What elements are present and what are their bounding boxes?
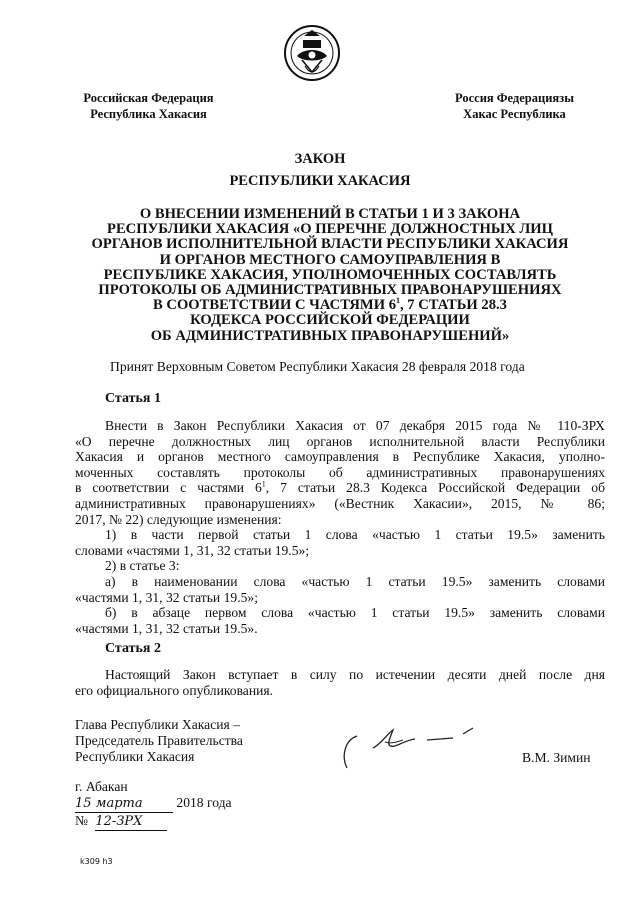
paragraph-line: его официального опубликования. (75, 682, 274, 698)
paragraph-text: в соответствии с частями 6 (75, 480, 262, 496)
paragraph-line: а) в наименовании слова «частью 1 статьи 19.5» заменить словами (105, 573, 605, 589)
header-right (442, 90, 587, 122)
paragraph-line: Хакасия и органов местного самоуправления в Республике Хакасия, уполно- (75, 449, 605, 465)
paragraph-line: 2) в статье 3: (105, 558, 180, 574)
paragraph-line: «частями 1, 31, 32 статьи 19.5»; (75, 589, 258, 605)
superscript: 1 (396, 296, 400, 306)
paragraph-line: Настоящий Закон вступает в силу по истечении десяти дней после дня (105, 667, 605, 682)
date-handwritten: 15 марта (75, 796, 173, 813)
handwritten-signature (335, 722, 495, 774)
adopted-line: Принят Верховным Советом Республики Хакасия 28 февраля 2018 года (110, 359, 525, 374)
superscript: 1 (261, 479, 266, 489)
number-handwritten: 12-ЗРХ (95, 814, 167, 831)
paragraph-line: словами «частями 1, 31, 32 статьи 19.5»; (75, 542, 310, 558)
paragraph-line: б) в абзаце первом слова «частью 1 статьи 19.5» заменить словами (105, 605, 605, 621)
paragraph-line: «частями 1, 31, 32 статьи 19.5». (75, 620, 258, 636)
position-line: Глава Республики Хакасия – (75, 717, 240, 732)
subtitle-line: КОДЕКСА РОССИЙСКОЙ ФЕДЕРАЦИИ (190, 312, 470, 329)
paragraph-line: «О перечне должностных лиц органов исполнительной власти Республики (75, 433, 605, 449)
subtitle-line: РЕСПУБЛИКИ ХАКАСИЯ «О ПЕРЕЧНЕ ДОЛЖНОСТНЫХ ЛИЦ (107, 221, 553, 238)
signatory-name: В.М. Зимин (522, 750, 591, 765)
date-printed: 2018 года (176, 795, 232, 810)
law-subtitle (60, 207, 600, 344)
subtitle-line: О ВНЕСЕНИИ ИЗМЕНЕНИЙ В СТАТЬИ 1 И 3 ЗАКОНА (139, 206, 521, 222)
paragraph-line: 2017, № 22) следующие изменения: (75, 511, 282, 527)
header-left-line: Российская Федерация (83, 91, 214, 105)
subtitle-line: РЕСПУБЛИКЕ ХАКАСИЯ, УПОЛНОМОЧЕННЫХ СОСТАВЛЯТЬ (103, 266, 557, 283)
paragraph-text: , 7 статьи 28.3 Кодекса Российской Федерации об (265, 480, 605, 496)
law-title (0, 148, 640, 192)
paragraph-line: административных правонарушениях» («Вестник Хакасии», 2015, № 86; (75, 495, 605, 511)
article-2-heading: Статья 2 (105, 641, 161, 656)
subtitle-text: В СООТВЕТСТВИИ С ЧАСТЯМИ 6 (153, 297, 396, 314)
paragraph-line: моченных составлять протоколы об административных правонарушениях (75, 464, 605, 480)
subtitle-line: ОРГАНОВ ИСПОЛНИТЕЛЬНОЙ ВЛАСТИ РЕСПУБЛИКИ ХАКАСИЯ (91, 236, 569, 253)
law-title-line: ЗАКОН (294, 151, 346, 167)
position-line: Председатель Правительства (75, 733, 243, 748)
number-label: № (75, 813, 88, 828)
article-1-heading: Статья 1 (105, 391, 161, 406)
subtitle-line: ОБ АДМИНИСТРАТИВНЫХ ПРАВОНАРУШЕНИЙ» (150, 327, 510, 344)
article-1-body (75, 418, 605, 636)
emblem-icon (283, 22, 341, 84)
footer-code: k309 h3 (80, 857, 113, 866)
article-2-body (75, 667, 605, 698)
place: г. Абакан (75, 779, 128, 794)
header-right-line: Россия Федерациязы (455, 91, 574, 105)
paragraph-line: Внести в Закон Республики Хакасия от 07 декабря 2015 года № 110-ЗРХ (105, 418, 605, 433)
subtitle-line: ПРОТОКОЛЫ ОБ АДМИНИСТРАТИВНЫХ ПРАВОНАРУШЕНИЯХ (98, 282, 562, 299)
subtitle-text: , 7 СТАТЬИ 28.3 (400, 297, 507, 314)
subtitle-line: И ОРГАНОВ МЕСТНОГО САМОУПРАВЛЕНИЯ В (159, 251, 501, 268)
signatory-position (75, 717, 305, 765)
header-left (66, 90, 231, 122)
position-line: Республики Хакасия (75, 749, 195, 764)
law-title-line: РЕСПУБЛИКИ ХАКАСИЯ (229, 173, 411, 189)
paragraph-line: 1) в части первой статьи 1 слова «частью 1 статьи 19.5» заменить (105, 527, 605, 543)
date-line (75, 795, 295, 813)
number-line (75, 813, 295, 831)
paragraph-line (75, 480, 605, 496)
header-right-line: Хакас Республика (463, 107, 566, 121)
header-left-line: Республика Хакасия (90, 107, 207, 121)
